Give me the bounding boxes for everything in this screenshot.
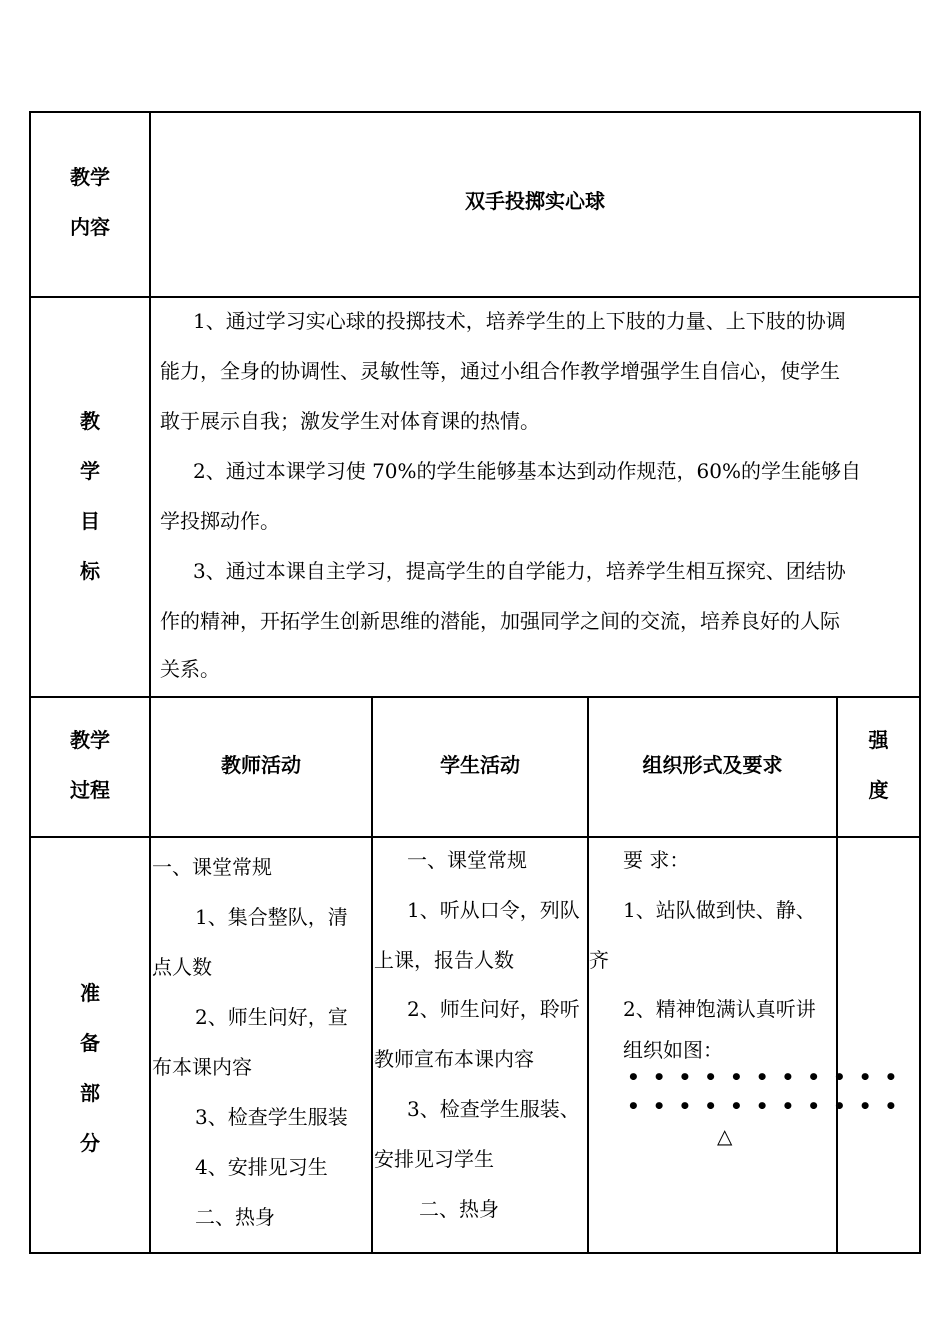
objective-line-8: 关系。 xyxy=(160,657,220,681)
org-line-4: 2、精神饱满认真听讲 xyxy=(623,997,816,1021)
org-line-1: 要 求： xyxy=(623,848,690,872)
process-label-line1: 教学 xyxy=(70,728,110,752)
teacher-line-4: 2、师生问好，宣 xyxy=(195,1005,348,1029)
student-column-divider xyxy=(587,696,589,1254)
teacher-activity-header: 教师活动 xyxy=(221,753,301,777)
student-line-1: 一、课堂常规 xyxy=(407,848,527,872)
org-line-2: 1、站队做到快、静、 xyxy=(623,898,816,922)
teacher-line-7: 4、安排见习生 xyxy=(195,1155,328,1179)
objectives-label-char-1: 教 xyxy=(80,409,100,433)
objective-line-1: 1、通过学习实心球的投掷技术，培养学生的上下肢的力量、上下肢的协调 xyxy=(193,309,846,333)
student-line-8: 二、热身 xyxy=(419,1197,499,1221)
objective-line-6: 3、通过本课自主学习，提高学生的自学能力，培养学生相互探究、团结协 xyxy=(193,559,846,583)
intensity-header-line2: 度 xyxy=(868,778,889,802)
objective-line-2: 能力，全身的协调性、灵敏性等，通过小组合作教学增强学生自信心，使学生 xyxy=(160,359,840,383)
prep-label-char-1: 准 xyxy=(80,981,100,1005)
formation-row-2: • • • • • • • • • • • xyxy=(627,1094,901,1118)
row-divider-2 xyxy=(29,696,921,698)
teacher-line-6: 3、检查学生服装 xyxy=(195,1105,348,1129)
teacher-line-5: 布本课内容 xyxy=(152,1055,252,1079)
intensity-header xyxy=(838,715,919,815)
objectives-label-char-4: 标 xyxy=(80,559,100,583)
content-label xyxy=(31,152,149,252)
org-line-5: 组织如图： xyxy=(623,1038,723,1062)
objectives-label xyxy=(31,396,149,596)
teacher-line-1: 一、课堂常规 xyxy=(152,855,272,879)
teacher-line-3: 点人数 xyxy=(152,955,212,979)
prep-label-char-4: 分 xyxy=(80,1131,100,1155)
intensity-header-line1: 强 xyxy=(868,728,889,752)
table-top-border xyxy=(29,111,921,113)
prep-label-char-3: 部 xyxy=(80,1081,100,1105)
lesson-title: 双手投掷实心球 xyxy=(465,189,605,213)
student-line-5: 教师宣布本课内容 xyxy=(374,1047,534,1071)
objectives-label-char-2: 学 xyxy=(80,459,100,483)
teacher-line-2: 1、集合整队，清 xyxy=(195,905,348,929)
formation-row-1: • • • • • • • • • • • xyxy=(627,1065,901,1089)
student-line-3: 上课，报告人数 xyxy=(374,948,514,972)
objective-line-7: 作的精神，开拓学生创新思维的潜能，加强同学之间的交流，培养良好的人际 xyxy=(160,609,840,633)
process-label-line2: 过程 xyxy=(70,778,110,802)
label-column-divider xyxy=(149,111,151,1254)
student-line-6: 3、检查学生服装、 xyxy=(407,1097,580,1121)
org-line-3: 齐 xyxy=(589,948,609,972)
student-line-4: 2、师生问好，聆听 xyxy=(407,997,580,1021)
table-right-border xyxy=(919,111,921,1254)
table-bottom-border xyxy=(29,1252,921,1254)
objectives-label-char-3: 目 xyxy=(80,509,100,533)
content-label-line1: 教学 xyxy=(70,165,110,189)
student-line-2: 1、听从口令，列队 xyxy=(407,898,580,922)
process-label xyxy=(31,715,149,815)
student-activity-header: 学生活动 xyxy=(440,753,520,777)
objective-line-4: 2、通过本课学习使 70%的学生能够基本达到动作规范，60%的学生能够自 xyxy=(193,459,861,483)
prep-label-char-2: 备 xyxy=(80,1031,100,1055)
teacher-position-symbol: △ xyxy=(717,1124,733,1148)
organization-header: 组织形式及要求 xyxy=(642,753,783,777)
prep-label xyxy=(31,968,149,1168)
student-line-7: 安排见习学生 xyxy=(374,1147,494,1171)
teacher-column-divider xyxy=(371,696,373,1254)
row-divider-1 xyxy=(29,296,921,298)
objective-line-3: 敢于展示自我；激发学生对体育课的热情。 xyxy=(160,409,540,433)
teacher-line-8: 二、热身 xyxy=(195,1205,275,1229)
row-divider-3 xyxy=(29,836,921,838)
content-label-line2: 内容 xyxy=(70,215,110,239)
objective-line-5: 学投掷动作。 xyxy=(160,509,280,533)
